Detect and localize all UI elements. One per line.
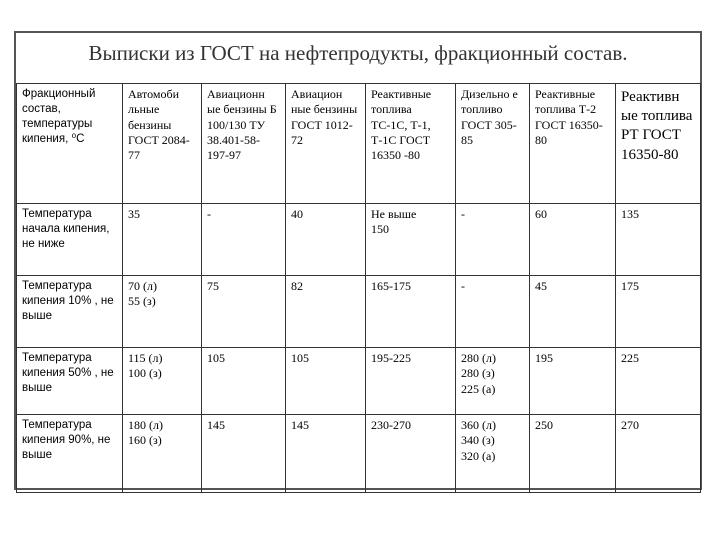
table-cell: 250 [530, 415, 616, 493]
table-cell: 35 [123, 204, 202, 276]
table-cell: 175 [616, 276, 701, 348]
table-cell: 115 (л) 100 (з) [123, 348, 202, 415]
table-cell: 360 (л) 340 (з) 320 (а) [456, 415, 530, 493]
slide-title: Выписки из ГОСТ на нефтепродукты, фракционный состав. [88, 41, 628, 65]
table-cell: 180 (л) 160 (з) [123, 415, 202, 493]
table-cell: - [456, 204, 530, 276]
table-cell: 60 [530, 204, 616, 276]
header-cell: Реактивн ые топлива РТ ГОСТ 16350-80 [616, 84, 701, 204]
table-header-row [17, 84, 701, 204]
table-cell: 135 [616, 204, 701, 276]
table-cell: 75 [202, 276, 286, 348]
table-cell: 40 [286, 204, 366, 276]
table-row [17, 204, 701, 276]
table-cell: 195 [530, 348, 616, 415]
table-cell: 70 (л) 55 (з) [123, 276, 202, 348]
table-cell: - [202, 204, 286, 276]
header-cell: Авиацион ные бензины ГОСТ 1012-72 [286, 84, 366, 204]
header-cell: Реактивные топлива Т-2 ГОСТ 16350-80 [530, 84, 616, 204]
slide-frame [14, 31, 702, 490]
table-cell: 280 (л) 280 (з) 225 (а) [456, 348, 530, 415]
row-label: Температура кипения 10% , не выше [17, 276, 123, 348]
table-cell: 145 [286, 415, 366, 493]
table-cell: - [456, 276, 530, 348]
table-cell: 145 [202, 415, 286, 493]
table-cell: 230-270 [366, 415, 456, 493]
table-row [17, 348, 701, 415]
row-label: Температура кипения 50% , не выше [17, 348, 123, 415]
row-label: Температура начала кипения, не ниже [17, 204, 123, 276]
header-cell: Авиационн ые бензины Б 100/130 ТУ 38.401-58-197-97 [202, 84, 286, 204]
table-cell: 105 [286, 348, 366, 415]
table-row [17, 276, 701, 348]
header-cell: Фракционный состав, температуры кипения, ⁰С [17, 84, 123, 204]
table-cell: 165-175 [366, 276, 456, 348]
table-cell: 45 [530, 276, 616, 348]
table-cell: 105 [202, 348, 286, 415]
header-cell: Реактивные топлива ТС-1С, Т-1, Т-1С ГОСТ 16350 -80 [366, 84, 456, 204]
table-row [17, 415, 701, 493]
header-cell: Дизельно е топливо ГОСТ 305-85 [456, 84, 530, 204]
table-cell: Не выше 150 [366, 204, 456, 276]
header-cell: Автомоби льные бензины ГОСТ 2084-77 [123, 84, 202, 204]
row-label: Температура кипения 90%, не выше [17, 415, 123, 493]
gost-fraction-table [16, 83, 701, 493]
table-cell: 270 [616, 415, 701, 493]
table-cell: 82 [286, 276, 366, 348]
table-cell: 195-225 [366, 348, 456, 415]
table-cell: 225 [616, 348, 701, 415]
